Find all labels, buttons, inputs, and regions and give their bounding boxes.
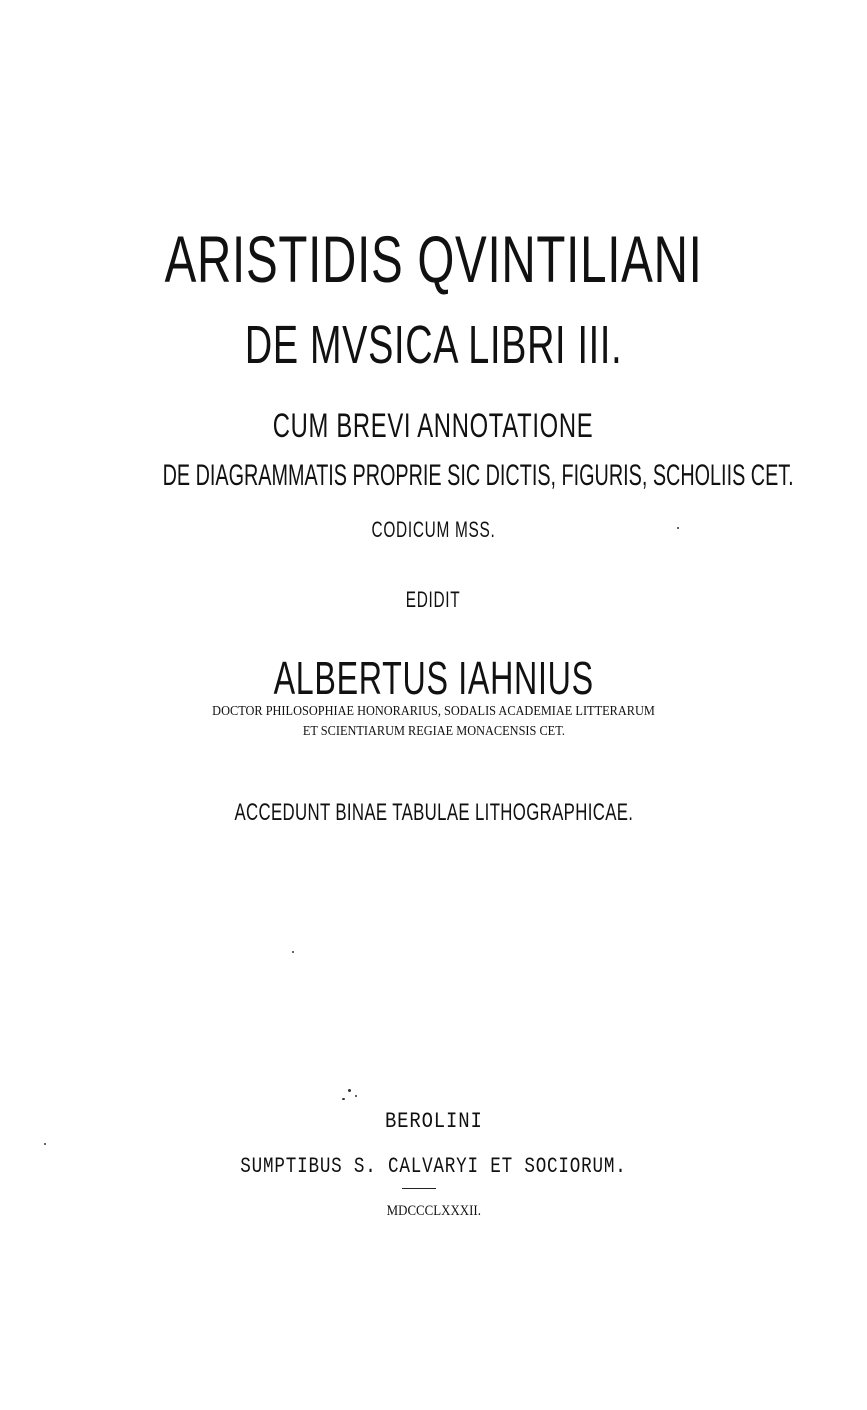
print-speck xyxy=(44,1143,46,1145)
title-line-1 xyxy=(0,222,867,296)
year-line xyxy=(0,1204,867,1219)
title-line-1-text: ARISTIDIS QVINTILIANI xyxy=(164,222,703,296)
subtitle-line-2 xyxy=(0,461,867,491)
edidit-line xyxy=(0,589,867,611)
editor-credit-line-1-text: DOCTOR PHILOSOPHIAE HONORARIUS, SODALIS ACADEMIAE LITTERARUM xyxy=(212,704,655,719)
publisher-line xyxy=(0,1154,867,1178)
print-speck xyxy=(355,1095,357,1097)
subtitle-line-2-text: DE DIAGRAMMATIS PROPRIE SIC DICTIS, FIGURIS, SCHOLIIS CET. xyxy=(162,459,794,492)
editor-credit-line-1 xyxy=(0,705,867,719)
editor-credit-line-2-text: ET SCIENTIARUM REGIAE MONACENSIS CET. xyxy=(302,724,565,739)
subtitle-line-3 xyxy=(0,519,867,541)
editor-name: ALBERTUS IAHNIUS xyxy=(273,652,594,704)
editor-credit-line-2 xyxy=(0,725,867,739)
subtitle-line-1 xyxy=(0,409,867,444)
print-speck xyxy=(292,951,294,953)
divider-rule xyxy=(402,1188,436,1189)
year-text: MDCCCLXXXII. xyxy=(386,1203,481,1219)
print-speck xyxy=(342,1098,345,1100)
accedunt-text: ACCEDUNT BINAE TABULAE LITHOGRAPHICAE. xyxy=(234,799,633,826)
subtitle-line-1-text: CUM BREVI ANNOTATIONE xyxy=(273,407,594,445)
accedunt-line xyxy=(0,801,867,825)
editor-name-line xyxy=(0,652,867,704)
subtitle-line-3-text: CODICUM MSS. xyxy=(371,517,496,542)
place-text: BEROLINI xyxy=(384,1109,483,1134)
print-speck xyxy=(677,527,679,529)
title-line-2 xyxy=(0,315,867,375)
edidit-text: EDIDIT xyxy=(406,587,461,612)
publisher-text: SUMPTIBUS S. CALVARYI ET SOCIORUM. xyxy=(240,1154,627,1179)
place-line xyxy=(0,1109,867,1133)
print-speck xyxy=(348,1089,351,1092)
title-line-2-text: DE MVSICA LIBRI III. xyxy=(244,315,623,375)
